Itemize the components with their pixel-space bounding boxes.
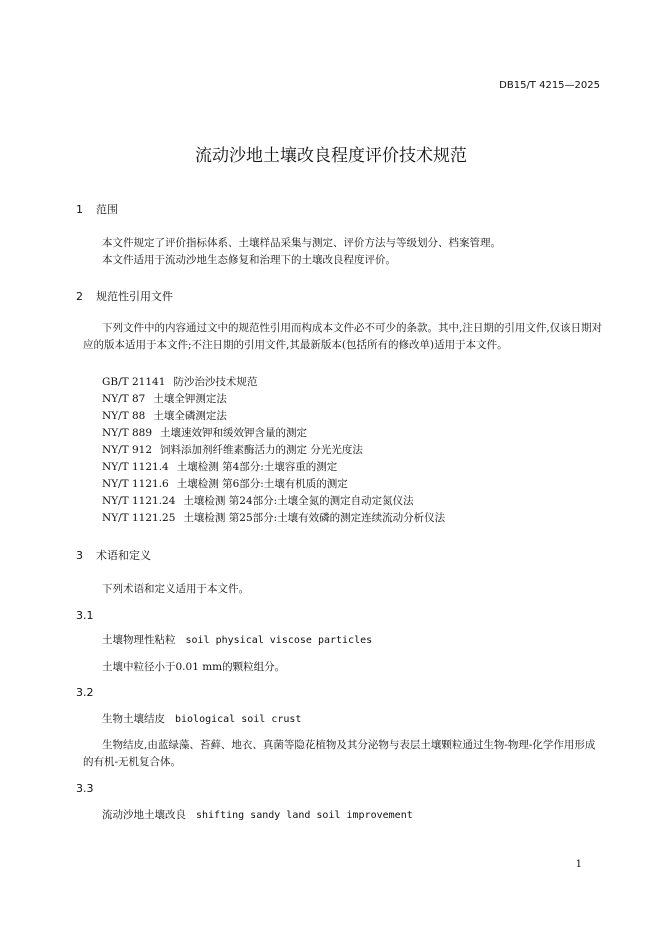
document-title: 流动沙地土壤改良程度评价技术规范 bbox=[195, 146, 467, 166]
section-title: 术语和定义 bbox=[96, 549, 151, 562]
reference-name: 土壤检测 第6部分:土壤有机质的测定 bbox=[176, 478, 348, 490]
reference-code: NY/T 1121.25 bbox=[102, 512, 176, 524]
reference-item bbox=[102, 408, 227, 423]
term-chinese: 流动沙地土壤改良 bbox=[102, 809, 186, 821]
term-english: shifting sandy land soil improvement bbox=[196, 810, 413, 821]
reference-item bbox=[102, 374, 257, 389]
reference-item bbox=[102, 425, 307, 440]
reference-item bbox=[102, 442, 363, 457]
reference-item bbox=[102, 493, 414, 508]
term-entry bbox=[102, 807, 413, 822]
section-3-heading bbox=[76, 547, 151, 563]
section-title: 范围 bbox=[96, 203, 118, 216]
reference-item bbox=[102, 459, 337, 474]
paragraph: 本文件规定了评价指标体系、土壤样品采集与测定、评价方法与等级划分、档案管理。 bbox=[102, 237, 501, 249]
reference-name: 土壤全磷测定法 bbox=[153, 410, 227, 422]
paragraph: 下列文件中的内容通过文中的规范性引用而构成本文件必不可少的条款。其中,注日期的引用文件,仅该日期对应的版本适用于本文件;不注日期的引用文件,其最新版本(包括所有的修改单)适用于本文件。 bbox=[83, 322, 603, 351]
term-number: 3.2 bbox=[76, 686, 94, 699]
section-2-heading bbox=[76, 288, 173, 304]
reference-code: NY/T 88 bbox=[102, 410, 146, 422]
section-number: 1 bbox=[76, 203, 83, 216]
section-number: 3 bbox=[76, 549, 83, 562]
reference-name: 土壤检测 第24部分:土壤全氮的测定自动定氮仪法 bbox=[183, 495, 414, 507]
term-number: 3.1 bbox=[76, 609, 94, 622]
reference-item bbox=[102, 510, 445, 525]
reference-name: 土壤速效钾和缓效钾含量的测定 bbox=[160, 427, 308, 439]
reference-name: 饲料添加剂纤维素酶活力的测定 分光光度法 bbox=[160, 444, 363, 456]
term-definition: 土壤中粒径小于0.01 mm的颗粒组分。 bbox=[102, 661, 286, 673]
reference-name: 土壤全钾测定法 bbox=[153, 393, 227, 405]
reference-code: GB/T 21141 bbox=[102, 376, 166, 388]
paragraph: 下列术语和定义适用于本文件。 bbox=[102, 583, 249, 595]
term-number: 3.3 bbox=[76, 782, 94, 795]
reference-item bbox=[102, 391, 227, 406]
reference-code: NY/T 889 bbox=[102, 427, 153, 439]
reference-code: NY/T 1121.4 bbox=[102, 461, 169, 473]
reference-name: 土壤检测 第25部分:土壤有效磷的测定连续流动分析仪法 bbox=[183, 512, 446, 524]
reference-code: NY/T 912 bbox=[102, 444, 153, 456]
section-1-heading bbox=[76, 201, 118, 217]
reference-name: 防沙治沙技术规范 bbox=[173, 376, 258, 388]
term-english: biological soil crust bbox=[175, 714, 302, 725]
reference-code: NY/T 1121.6 bbox=[102, 478, 169, 490]
term-english: soil physical viscose particles bbox=[185, 635, 373, 646]
term-chinese: 土壤物理性粘粒 bbox=[102, 634, 176, 646]
section-title: 规范性引用文件 bbox=[96, 290, 173, 303]
document-code: DB15/T 4215—2025 bbox=[499, 80, 600, 91]
page-number: 1 bbox=[575, 859, 582, 870]
paragraph: 本文件适用于流动沙地生态修复和治理下的土壤改良程度评价。 bbox=[102, 254, 396, 266]
term-chinese: 生物土壤结皮 bbox=[102, 713, 165, 725]
reference-code: NY/T 1121.24 bbox=[102, 495, 176, 507]
term-entry bbox=[102, 711, 301, 726]
reference-name: 土壤检测 第4部分:土壤容重的测定 bbox=[176, 461, 338, 473]
section-number: 2 bbox=[76, 290, 83, 303]
term-entry bbox=[102, 632, 372, 647]
reference-code: NY/T 87 bbox=[102, 393, 146, 405]
term-definition: 生物结皮,由蓝绿藻、苔藓、地衣、真菌等隐花植物及其分泌物与表层土壤颗粒通过生物-物理-化学作用形成的有机-无机复合体。 bbox=[83, 739, 596, 768]
reference-item bbox=[102, 476, 348, 491]
